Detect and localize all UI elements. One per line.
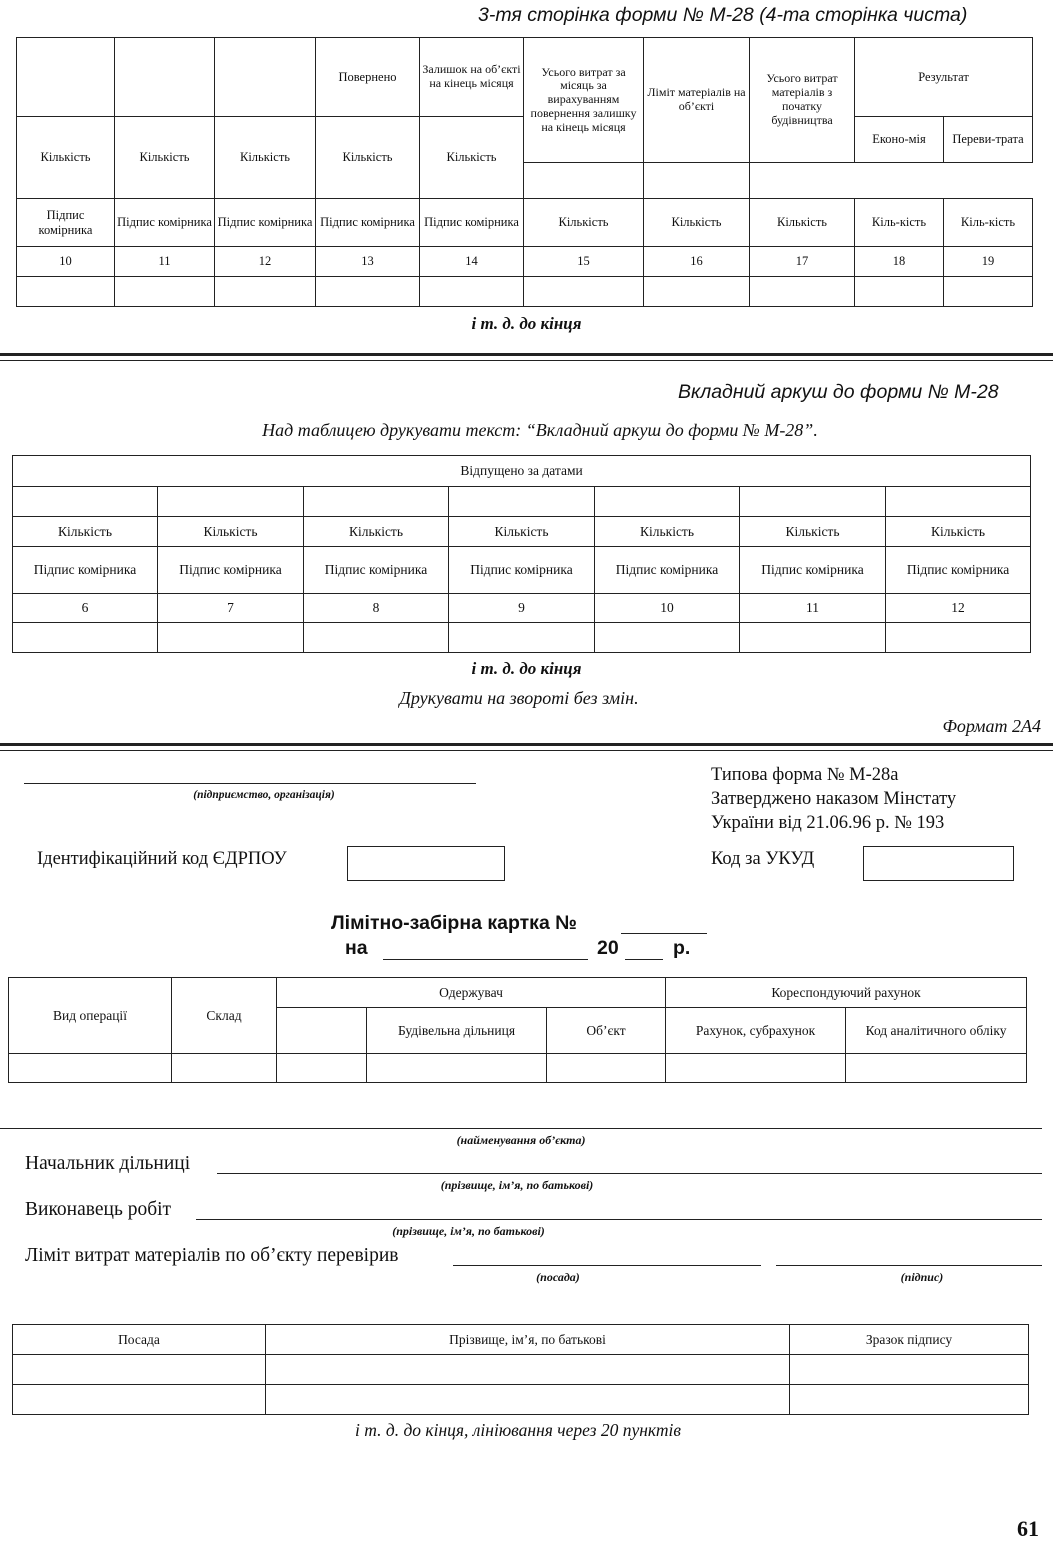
- object-name-line[interactable]: [0, 1128, 1042, 1129]
- empty-cell: [215, 277, 316, 307]
- executor-label: Виконавець робіт: [25, 1199, 172, 1220]
- empty-cell[interactable]: [790, 1355, 1029, 1385]
- empty-cell[interactable]: [666, 1054, 846, 1083]
- sign-header: Підпис комірника: [449, 547, 595, 594]
- qty-header: Кількість: [420, 117, 524, 199]
- sign-header: Підпис комірника: [595, 547, 740, 594]
- empty-cell: [115, 277, 215, 307]
- position-caption: (посада): [536, 1270, 580, 1284]
- empty-cell: [449, 487, 595, 517]
- column-number: 7: [158, 594, 304, 623]
- qty-header: Кількість: [740, 517, 886, 547]
- sign-header: Підпис комірника: [158, 547, 304, 594]
- empty-cell: [13, 623, 158, 653]
- form-approval-line: Типова форма № М-28а: [711, 765, 899, 785]
- section2-footer: і т. д. до кінця: [471, 659, 582, 678]
- empty-cell: [855, 277, 944, 307]
- org-name-line[interactable]: [24, 783, 476, 784]
- sign-header: Підпис комірника: [740, 547, 886, 594]
- empty-cell[interactable]: [266, 1385, 790, 1415]
- empty-cell: [304, 623, 449, 653]
- chief-name-line[interactable]: [217, 1173, 1042, 1174]
- empty-cell: [277, 1008, 367, 1054]
- header-sample: Зразок підпису: [790, 1325, 1029, 1355]
- operation-table: [8, 977, 1027, 1083]
- empty-cell: [595, 487, 740, 517]
- card-year-line[interactable]: [625, 959, 663, 960]
- section-divider: [0, 360, 1053, 361]
- header-analytic: Код аналітичного обліку: [846, 1008, 1027, 1054]
- header-returned: Повернено: [316, 38, 420, 117]
- empty-cell: [17, 38, 115, 117]
- section2-heading: Вкладний аркуш до форми № М-28: [678, 381, 999, 403]
- header-economy: Еконо-мія: [855, 117, 944, 163]
- qty-header: Кількість: [316, 117, 420, 199]
- empty-cell: [886, 623, 1031, 653]
- qty-short-header: Кіль-кість: [855, 199, 944, 247]
- sign-header: Підпис комірника: [215, 199, 316, 247]
- empty-cell: [13, 487, 158, 517]
- empty-cell: [115, 38, 215, 117]
- empty-cell[interactable]: [266, 1355, 790, 1385]
- qty-header: Кількість: [886, 517, 1031, 547]
- empty-cell: [215, 38, 316, 117]
- card-date-line[interactable]: [383, 959, 588, 960]
- header-receiver: Одержувач: [277, 978, 666, 1008]
- card-year-suffix: р.: [673, 937, 691, 959]
- empty-cell[interactable]: [9, 1054, 172, 1083]
- header-result: Результат: [855, 38, 1033, 117]
- empty-cell: [740, 487, 886, 517]
- limit-label: Ліміт витрат матеріалів по об’єкту перевірив: [25, 1245, 399, 1266]
- sign-header: Підпис комірника: [17, 199, 115, 247]
- column-number: 11: [115, 247, 215, 277]
- form-approval: [711, 763, 956, 835]
- header-corr-account: Кореспондуючий рахунок: [666, 978, 1027, 1008]
- header-op-type: Вид операції: [9, 978, 172, 1054]
- qty-header: Кількість: [158, 517, 304, 547]
- qty-header: Кількість: [449, 517, 595, 547]
- card-date: [345, 937, 691, 960]
- header-position: Посада: [13, 1325, 266, 1355]
- card-title-text: Лімітно-забірна картка №: [331, 912, 577, 934]
- empty-cell: [595, 623, 740, 653]
- column-number: 8: [304, 594, 449, 623]
- header-warehouse: Склад: [172, 978, 277, 1054]
- section-divider: [0, 743, 1053, 746]
- empty-cell[interactable]: [846, 1054, 1027, 1083]
- position-line[interactable]: [453, 1265, 761, 1266]
- section1-heading: 3-тя сторінка форми № М-28 (4-та сторінка чиста): [478, 4, 968, 26]
- column-number: 12: [886, 594, 1031, 623]
- qty-header: Кількість: [644, 199, 750, 247]
- empty-cell[interactable]: [790, 1385, 1029, 1415]
- sign-header: Підпис комірника: [420, 199, 524, 247]
- column-number: 10: [17, 247, 115, 277]
- empty-cell[interactable]: [277, 1054, 367, 1083]
- empty-cell[interactable]: [172, 1054, 277, 1083]
- column-number: 10: [595, 594, 740, 623]
- empty-cell: [750, 277, 855, 307]
- card-number-line[interactable]: [621, 933, 707, 934]
- sign-header: Підпис комірника: [304, 547, 449, 594]
- page-number: 61: [1017, 1516, 1039, 1541]
- empty-cell[interactable]: [547, 1054, 666, 1083]
- signature-sample-table: [12, 1324, 1029, 1415]
- card-date-na: на: [345, 937, 368, 959]
- section2-table: [12, 455, 1031, 653]
- column-number: 19: [944, 247, 1033, 277]
- section-divider: [0, 353, 1053, 356]
- sign-header: Підпис комірника: [115, 199, 215, 247]
- header-balance: Залишок на об’єкті на кінець місяця: [420, 38, 524, 117]
- empty-cell: [158, 623, 304, 653]
- header-total-start: Усього витрат матеріалів з початку будівництва: [750, 38, 855, 163]
- column-number: 11: [740, 594, 886, 623]
- empty-cell: [420, 277, 524, 307]
- section2-format: Формат 2А4: [942, 716, 1041, 736]
- column-number: 12: [215, 247, 316, 277]
- chief-caption: (прізвище, ім’я, по батькові): [440, 1178, 594, 1192]
- section2-note: Друкувати на звороті без змін.: [399, 688, 639, 708]
- qty-header: Кількість: [215, 117, 316, 199]
- qty-header: Кількість: [115, 117, 215, 199]
- empty-cell: [449, 623, 595, 653]
- column-number: 6: [13, 594, 158, 623]
- qty-header: Кількість: [524, 199, 644, 247]
- empty-cell: [316, 277, 420, 307]
- qty-header: Кількість: [750, 199, 855, 247]
- ukud-field[interactable]: [863, 846, 1014, 881]
- column-number: 15: [524, 247, 644, 277]
- empty-cell: [644, 277, 750, 307]
- section-divider: [0, 750, 1053, 751]
- ukud-label: Код за УКУД: [711, 849, 815, 869]
- empty-cell[interactable]: [13, 1385, 266, 1415]
- card-title: [331, 912, 577, 935]
- column-number: 14: [420, 247, 524, 277]
- form-approval-line: Затверджено наказом Мінстату: [711, 789, 957, 809]
- signature-line[interactable]: [776, 1265, 1042, 1266]
- qty-header: Кількість: [595, 517, 740, 547]
- qty-header: Кількість: [304, 517, 449, 547]
- empty-cell: [944, 277, 1033, 307]
- header-account: Рахунок, субрахунок: [666, 1008, 846, 1054]
- qty-short-header: Кіль-кість: [944, 199, 1033, 247]
- edrpou-label: Ідентифікаційний код ЄДРПОУ: [37, 849, 287, 869]
- section3-footer: і т. д. до кінця, лініювання через 20 пунктів: [355, 1420, 681, 1440]
- qty-header: Кількість: [17, 117, 115, 199]
- column-number: 9: [449, 594, 595, 623]
- qty-header: Кількість: [13, 517, 158, 547]
- empty-cell[interactable]: [13, 1355, 266, 1385]
- sign-header: Підпис комірника: [886, 547, 1031, 594]
- column-number: 17: [750, 247, 855, 277]
- header-released: Відпущено за датами: [13, 456, 1031, 487]
- section1-footer: і т. д. до кінця: [471, 314, 582, 333]
- header-full-name: Прізвище, ім’я, по батькові: [266, 1325, 790, 1355]
- column-number: 13: [316, 247, 420, 277]
- empty-cell: [886, 487, 1031, 517]
- sign-header: Підпис комірника: [13, 547, 158, 594]
- column-number: 16: [644, 247, 750, 277]
- empty-cell: [304, 487, 449, 517]
- chief-label: Начальник дільниці: [25, 1153, 191, 1174]
- section1-table: [16, 37, 1033, 307]
- executor-caption: (прізвище, ім’я, по батькові): [392, 1224, 545, 1238]
- signature-caption: (підпис): [900, 1270, 944, 1284]
- column-number: 18: [855, 247, 944, 277]
- header-overrun: Переви-трата: [944, 117, 1033, 163]
- sign-header: Підпис комірника: [316, 199, 420, 247]
- edrpou-field[interactable]: [347, 846, 505, 881]
- card-year: 20: [597, 937, 619, 959]
- section2-instruction: Над таблицею друкувати текст: “Вкладний аркуш до форми № М-28”.: [262, 420, 818, 440]
- empty-cell: [644, 163, 750, 199]
- object-caption: (найменування об’єкта): [456, 1133, 586, 1147]
- empty-cell: [740, 623, 886, 653]
- org-caption: (підприємство, організація): [193, 789, 335, 801]
- form-approval-line: України від 21.06.96 р. № 193: [711, 813, 945, 833]
- header-total-month: Усього витрат за місяць за вирахуванням повернення залишку на кінець місяця: [524, 38, 644, 163]
- empty-cell: [524, 277, 644, 307]
- empty-cell[interactable]: [367, 1054, 547, 1083]
- header-site: Будівельна дільниця: [367, 1008, 547, 1054]
- header-object: Об’єкт: [547, 1008, 666, 1054]
- empty-cell: [524, 163, 644, 199]
- empty-cell: [17, 277, 115, 307]
- empty-cell: [158, 487, 304, 517]
- header-limit: Ліміт матеріалів на об’єкті: [644, 38, 750, 163]
- executor-name-line[interactable]: [196, 1219, 1042, 1220]
